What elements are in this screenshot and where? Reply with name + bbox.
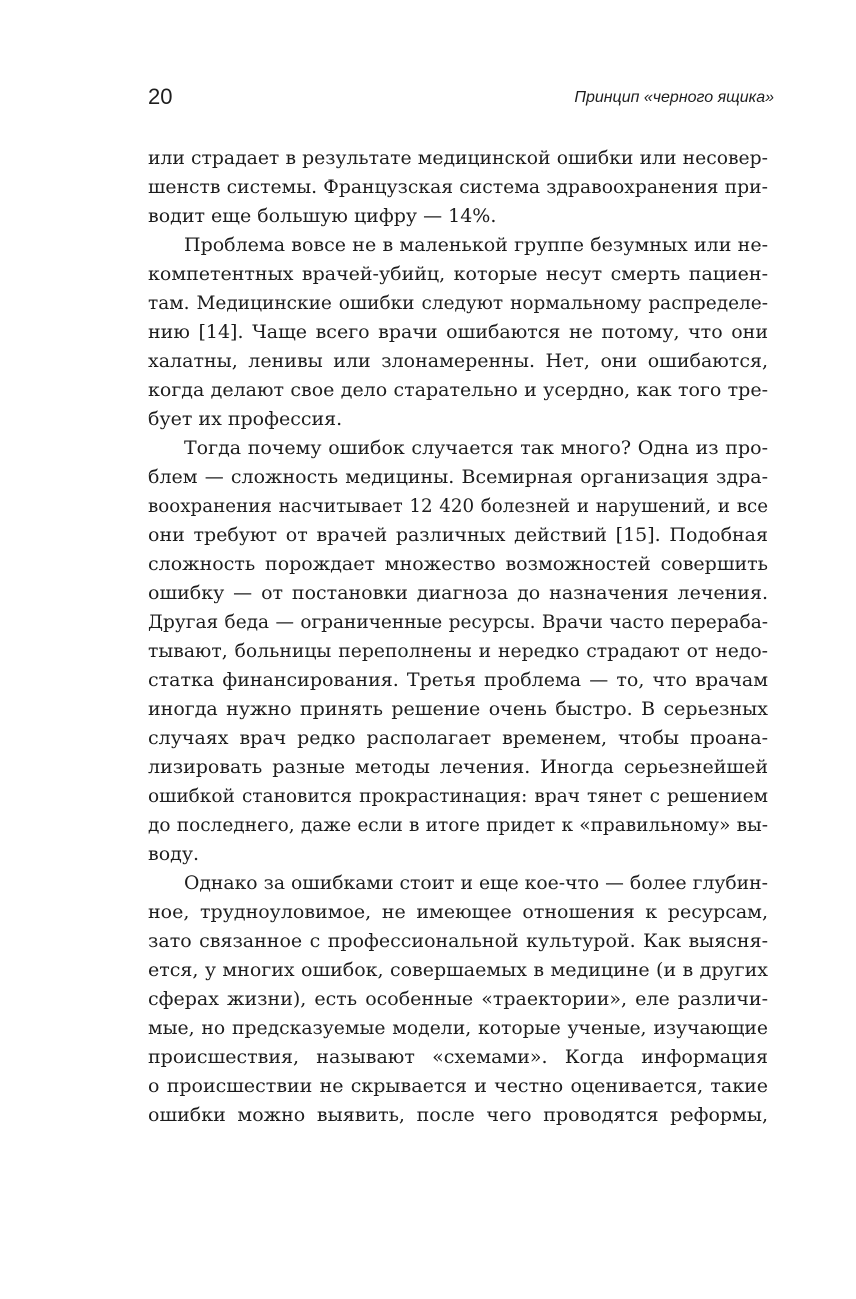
text-line: Тогда почему ошибок случается так много? Одна из про- (184, 437, 768, 459)
text-line: шенств системы. Французская система здравоохранения при- (148, 177, 768, 198)
text-line: они требуют от врачей различных действий [15]. Подобная (148, 524, 768, 546)
text-line: до последнего, даже если в итоге придет к «правильному» вы- (148, 815, 768, 836)
text-line: нию [14]. Чаще всего врачи ошибаются не потому, что они (148, 321, 768, 343)
text-line: зато связанное с профессиональной культурой. Как выясня- (148, 930, 768, 952)
text-line: лизировать разные методы лечения. Иногда серьезнейшей (148, 756, 768, 778)
text-line: бует их профессия. (148, 408, 343, 430)
running-title: Принцип «черного ящика» (574, 89, 774, 106)
text-line: водит еще большую цифру — 14%. (148, 205, 497, 227)
text-line: мые, но предсказуемые модели, которые ученые, изучающие (148, 1018, 768, 1039)
text-line: ошибку — от постановки диагноза до назначения лечения. (148, 582, 768, 604)
text-line: ется, у многих ошибок, совершаемых в медицине (и в других (148, 959, 768, 981)
text-line: ошибкой становится прокрастинация: врач тянет с решением (148, 786, 768, 807)
body-text (148, 144, 768, 1130)
text-line: когда делают свое дело старательно и усердно, как того тре- (148, 379, 768, 401)
text-line: иногда нужно принять решение очень быстро. В серьезных (148, 698, 768, 720)
text-line: сферах жизни), есть особенные «траектории», еле различи- (148, 988, 768, 1010)
text-line: компетентных врачей-убийц, которые несут смерть пациен- (148, 263, 768, 285)
text-line: Другая беда — ограниченные ресурсы. Врачи часто перераба- (148, 612, 768, 633)
page-number: 20 (148, 84, 173, 109)
text-line: статка финансирования. Третья проблема — то, что врачам (148, 669, 768, 691)
text-line: там. Медицинские ошибки следуют нормальному распределе- (148, 293, 768, 314)
text-line: Проблема вовсе не в маленькой группе безумных или не- (184, 234, 768, 256)
text-line: воду. (148, 843, 200, 865)
text-line: Однако за ошибками стоит и еще кое-что — более глубин- (184, 873, 768, 894)
text-line: тывают, больницы переполнены и нередко страдают от недо- (148, 641, 768, 662)
text-line: сложность порождает множество возможностей совершить (148, 553, 768, 575)
text-line: ное, трудноуловимое, не имеющее отношения к ресурсам, (148, 901, 768, 923)
text-line: блем — сложность медицины. Всемирная организация здра- (148, 466, 768, 488)
text-line: случаях врач редко располагает временем, чтобы проана- (148, 727, 768, 749)
text-line: халатны, ленивы или злонамеренны. Нет, они ошибаются, (148, 350, 768, 372)
text-line: о происшествии не скрывается и честно оценивается, такие (148, 1075, 768, 1097)
text-line: ошибки можно выявить, после чего проводятся реформы, (148, 1104, 768, 1126)
text-line: происшествия, называют «схемами». Когда информация (148, 1046, 768, 1068)
text-line: воохранения насчитывает 12 420 болезней и нарушений, и все (148, 496, 768, 517)
text-line: или страдает в результате медицинской ошибки или несовер- (148, 148, 768, 169)
